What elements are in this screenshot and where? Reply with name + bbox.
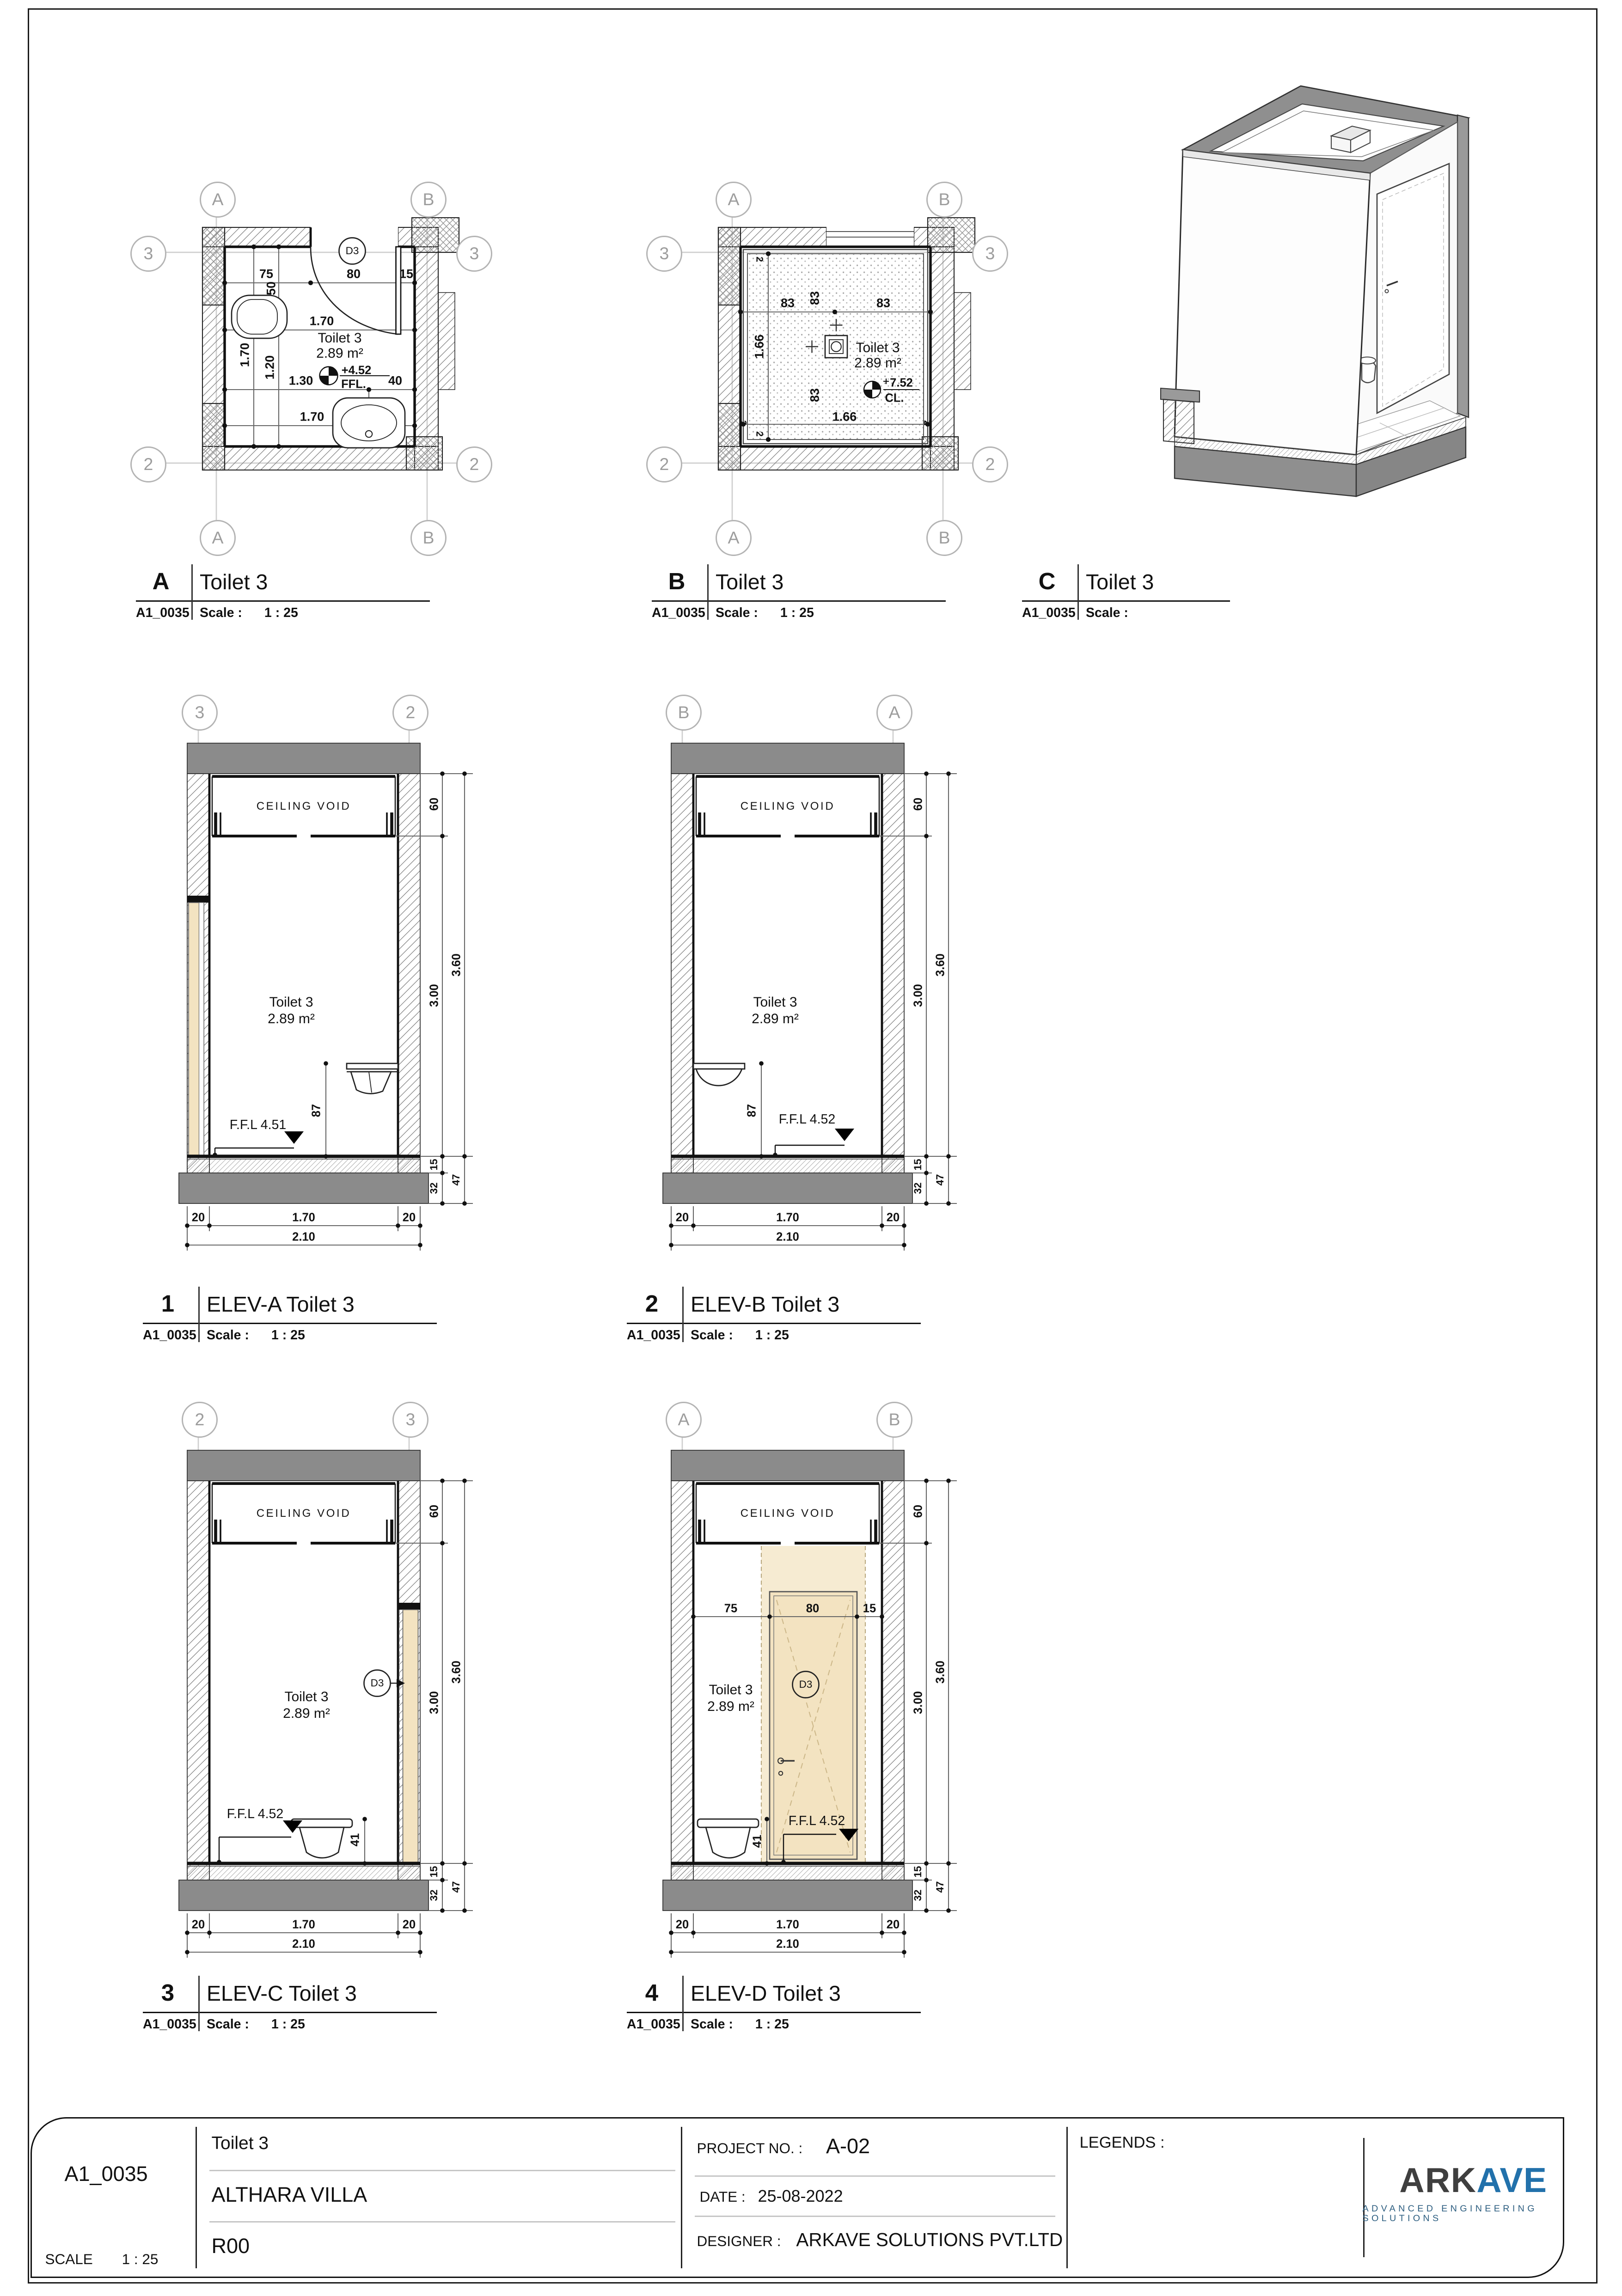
grid-bubble: 3 — [392, 1402, 428, 1438]
grid-bubble: B — [876, 1402, 912, 1438]
view-title-elev-a — [143, 1291, 437, 1343]
grid-bubble: B — [410, 182, 447, 218]
title-block — [30, 2117, 1564, 2278]
dim-label: 20 — [191, 1210, 205, 1224]
grid-bubble: A — [716, 520, 752, 556]
dim-label: 15 — [911, 1866, 924, 1878]
dim-label: 3.00 — [427, 984, 441, 1007]
grid-bubble: 3 — [456, 236, 492, 272]
view-name: ELEV-C Toilet 3 — [207, 1983, 357, 2006]
view-code: A1_0035 — [627, 1328, 680, 1343]
view-name: Toilet 3 — [716, 571, 784, 595]
company-logo — [1363, 2119, 1585, 2268]
dim-label: CEILING VOID — [740, 1507, 835, 1520]
dim-label: 32 — [427, 1182, 440, 1194]
dim-label: 60 — [911, 797, 925, 811]
dim-label: 3.00 — [911, 984, 925, 1007]
grid-bubble: 2 — [646, 446, 682, 482]
project-no-row — [697, 2135, 870, 2159]
dim-label: 15 — [863, 1601, 876, 1615]
dim-label: 83 — [808, 291, 822, 305]
dim-label: 1.70 — [776, 1210, 799, 1224]
dim-label: F.F.L 4.52 — [778, 1112, 836, 1128]
grid-bubble: A — [200, 520, 236, 556]
plan-b-view — [634, 159, 1036, 564]
dim-label: 2.10 — [292, 1229, 315, 1244]
titleblock-divider — [195, 2127, 196, 2268]
dim-label: 47 — [933, 1881, 946, 1893]
view-name: ELEV-B Toilet 3 — [691, 1294, 840, 1317]
dim-label: Toilet 3 — [753, 995, 797, 1011]
logo-wordmark — [1399, 2161, 1548, 2200]
dim-label: CL. — [885, 391, 904, 405]
dim-label: 20 — [886, 1917, 900, 1931]
view-title-plan-b — [652, 568, 946, 621]
dim-label: 2.89 m² — [752, 1012, 799, 1027]
dim-label: Toilet 3 — [318, 331, 362, 347]
grid-bubble: B — [410, 520, 447, 556]
grid-bubble: 3 — [972, 236, 1008, 272]
scale-label: Scale : — [716, 606, 758, 621]
dim-label: 50 — [264, 281, 278, 296]
grid-bubble: B — [666, 695, 702, 731]
designer-label: DESIGNER : — [697, 2234, 781, 2250]
dim-label: 2.89 m² — [268, 1012, 315, 1027]
view-key: 4 — [645, 1980, 659, 2006]
dim-label: 60 — [911, 1504, 925, 1518]
dim-label: 1.70 — [309, 314, 334, 328]
dim-label: 3.60 — [449, 1661, 463, 1684]
view-name: ELEV-D Toilet 3 — [691, 1983, 841, 2006]
view-name: ELEV-A Toilet 3 — [207, 1294, 355, 1317]
grid-bubble: A — [876, 695, 912, 731]
dim-label: Toilet 3 — [284, 1690, 329, 1705]
scale-label: Scale : — [1086, 606, 1128, 621]
designer-row — [697, 2229, 1063, 2250]
grid-bubble: B — [926, 182, 962, 218]
view-title-elev-d — [627, 1980, 921, 2033]
elev-b-view — [623, 690, 1039, 1262]
grid-bubble: 3 — [182, 695, 218, 731]
dim-label: 2.89 m² — [854, 356, 901, 372]
dim-label: 83 — [780, 296, 795, 310]
view-title-plan-a — [136, 568, 430, 621]
grid-bubble: 3 — [130, 236, 166, 272]
dim-label: 20 — [402, 1210, 416, 1224]
view-title-elev-b — [627, 1291, 921, 1343]
project-no-value: A-02 — [826, 2135, 870, 2159]
dim-label: 60 — [427, 797, 441, 811]
dim-label: Toilet 3 — [709, 1683, 753, 1698]
dim-label: 2.89 m² — [707, 1700, 754, 1715]
scale-label: Scale : — [691, 2017, 733, 2033]
iso-linework — [1158, 80, 1518, 580]
dim-label: 1.20 — [263, 355, 277, 380]
dim-label: 20 — [675, 1210, 689, 1224]
elev-a-grid-bubbles — [139, 690, 555, 1262]
dim-label: D3 — [799, 1678, 813, 1691]
dim-label: 87 — [744, 1104, 759, 1117]
view-code: A1_0035 — [627, 2017, 680, 2033]
dim-label: CEILING VOID — [256, 1507, 351, 1520]
titleblock-divider — [680, 2127, 682, 2268]
grid-bubble: A — [716, 182, 752, 218]
dim-label: F.F.L 4.52 — [226, 1807, 284, 1822]
dim-label: 2 — [921, 420, 931, 426]
dim-label: 2 — [753, 256, 764, 262]
date-row — [700, 2186, 843, 2206]
grid-bubble: 2 — [972, 446, 1008, 482]
plan-b-grid-bubbles — [634, 159, 1036, 564]
grid-bubble: 2 — [182, 1402, 218, 1438]
view-key: C — [1038, 568, 1056, 595]
dim-label: D3 — [370, 1676, 384, 1689]
grid-bubble: 3 — [646, 236, 682, 272]
dim-label: 75 — [724, 1601, 738, 1615]
scale-value: 1 : 25 — [271, 2017, 305, 2033]
dim-label: 1.70 — [292, 1917, 315, 1931]
project-name: ALTHARA VILLA — [211, 2184, 367, 2207]
dim-label: 3.00 — [427, 1691, 441, 1714]
dim-label: 83 — [876, 296, 891, 310]
dim-label: 32 — [911, 1889, 924, 1901]
elev-d-view — [623, 1398, 1039, 1969]
dim-label: 2.10 — [292, 1936, 315, 1951]
dim-label: 15 — [427, 1866, 440, 1878]
dim-label: Toilet 3 — [856, 341, 900, 356]
sheet-scale-value: 1 : 25 — [122, 2252, 159, 2268]
dim-label: 1.70 — [238, 342, 252, 367]
view-key: B — [668, 568, 686, 595]
dim-label: +4.52 — [341, 363, 372, 377]
sheet-code: A1_0035 — [64, 2163, 148, 2186]
view-title-iso — [1022, 568, 1230, 621]
logo-ave: AVE — [1476, 2161, 1548, 2200]
dim-label: 32 — [427, 1889, 440, 1901]
dim-label: 32 — [911, 1182, 924, 1194]
dim-label: 40 — [388, 373, 403, 388]
dim-label: F.F.L 4.51 — [229, 1117, 287, 1133]
sheet-scale — [45, 2252, 159, 2268]
elev-c-view — [139, 1398, 555, 1969]
dim-label: 1.70 — [776, 1917, 799, 1931]
drawing-title: Toilet 3 — [211, 2132, 269, 2153]
dim-label: 41 — [348, 1833, 362, 1847]
dim-label: 20 — [886, 1210, 900, 1224]
scale-value: 1 : 25 — [755, 2017, 789, 2033]
dim-label: 3.60 — [449, 953, 463, 977]
dim-label: 7.52 — [890, 375, 913, 390]
dim-label: 1.70 — [292, 1210, 315, 1224]
elev-b-grid-bubbles — [623, 690, 1039, 1262]
elev-c-grid-bubbles — [139, 1398, 555, 1969]
dim-label: 20 — [402, 1917, 416, 1931]
grid-bubble: 2 — [392, 695, 428, 731]
dim-label: 15 — [427, 1159, 440, 1171]
grid-bubble: 2 — [130, 446, 166, 482]
elev-a-view — [139, 690, 555, 1262]
grid-bubble: A — [666, 1402, 702, 1438]
revision: R00 — [211, 2235, 250, 2259]
view-code: A1_0035 — [143, 1328, 196, 1343]
grid-bubble: B — [926, 520, 962, 556]
scale-label: Scale : — [207, 1328, 249, 1343]
dim-label: 1.66 — [752, 334, 766, 359]
dim-label: 2.10 — [776, 1936, 799, 1951]
grid-bubble: A — [200, 182, 236, 218]
scale-label: Scale : — [207, 2017, 249, 2033]
logo-tagline: ADVANCED ENGINEERING SOLUTIONS — [1362, 2204, 1537, 2223]
titleblock-divider — [1066, 2127, 1067, 2268]
legends-label: LEGENDS : — [1079, 2135, 1165, 2152]
scale-value: 1 : 25 — [755, 1328, 789, 1343]
view-code: A1_0035 — [652, 606, 705, 621]
view-key: 2 — [645, 1291, 659, 1317]
dim-label: 60 — [427, 1504, 441, 1518]
scale-value: 1 : 25 — [264, 606, 298, 621]
dim-label: 75 — [259, 267, 274, 281]
view-key: 1 — [161, 1291, 175, 1317]
view-code: A1_0035 — [143, 2017, 196, 2033]
dim-label: 80 — [806, 1601, 820, 1615]
dim-label: 80 — [346, 267, 361, 281]
view-code: A1_0035 — [136, 606, 190, 621]
view-name: Toilet 3 — [1086, 571, 1154, 595]
dim-label: 20 — [675, 1917, 689, 1931]
date-value: 25-08-2022 — [758, 2186, 843, 2206]
dim-label: 47 — [449, 1881, 462, 1893]
dim-label: 20 — [191, 1917, 205, 1931]
dim-label: 15 — [399, 267, 414, 281]
sheet-scale-label: SCALE — [45, 2252, 93, 2268]
dim-label: 3.60 — [933, 953, 947, 977]
logo-ark: ARK — [1399, 2161, 1477, 2200]
view-title-elev-c — [143, 1980, 437, 2033]
dim-label: 3.00 — [911, 1691, 925, 1714]
dim-label: 2 — [737, 420, 747, 426]
view-code: A1_0035 — [1022, 606, 1076, 621]
dim-label: 87 — [309, 1104, 323, 1117]
dim-label: 83 — [808, 388, 822, 403]
dim-label: D3 — [345, 244, 359, 257]
dim-label: F.F.L 4.52 — [788, 1814, 845, 1829]
dim-label: 41 — [750, 1834, 764, 1848]
dim-label: FFL. — [341, 377, 366, 391]
dim-label: 47 — [933, 1174, 946, 1186]
view-key: A — [152, 568, 170, 595]
iso-view — [1158, 80, 1518, 580]
date-label: DATE : — [699, 2189, 746, 2206]
grid-bubble: 2 — [456, 446, 492, 482]
dim-label: 2 — [753, 431, 764, 437]
scale-label: Scale : — [691, 1328, 733, 1343]
dim-label: CEILING VOID — [740, 800, 835, 812]
project-no-label: PROJECT NO. : — [697, 2141, 803, 2157]
scale-label: Scale : — [200, 606, 242, 621]
plan-a-view — [118, 159, 520, 564]
scale-value: 1 : 25 — [780, 606, 814, 621]
dim-label: 1.70 — [300, 409, 324, 424]
designer-value: ARKAVE SOLUTIONS PVT.LTD — [796, 2229, 1063, 2250]
dim-label: 2.89 m² — [283, 1707, 330, 1722]
dim-label: CEILING VOID — [256, 800, 351, 812]
dim-label: 2.89 m² — [316, 347, 363, 362]
elev-d-grid-bubbles — [623, 1398, 1039, 1969]
dim-label: 3.60 — [933, 1661, 947, 1684]
view-key: 3 — [161, 1980, 175, 2006]
dim-label: 47 — [449, 1174, 462, 1186]
dim-label: 1.66 — [832, 409, 857, 424]
dim-label: 15 — [911, 1159, 924, 1171]
view-name: Toilet 3 — [200, 571, 268, 595]
dim-label: Toilet 3 — [269, 995, 313, 1011]
dim-label: 1.30 — [288, 373, 313, 388]
plan-a-grid-bubbles — [118, 159, 520, 564]
scale-value: 1 : 25 — [271, 1328, 305, 1343]
dim-label: 2.10 — [776, 1229, 799, 1244]
